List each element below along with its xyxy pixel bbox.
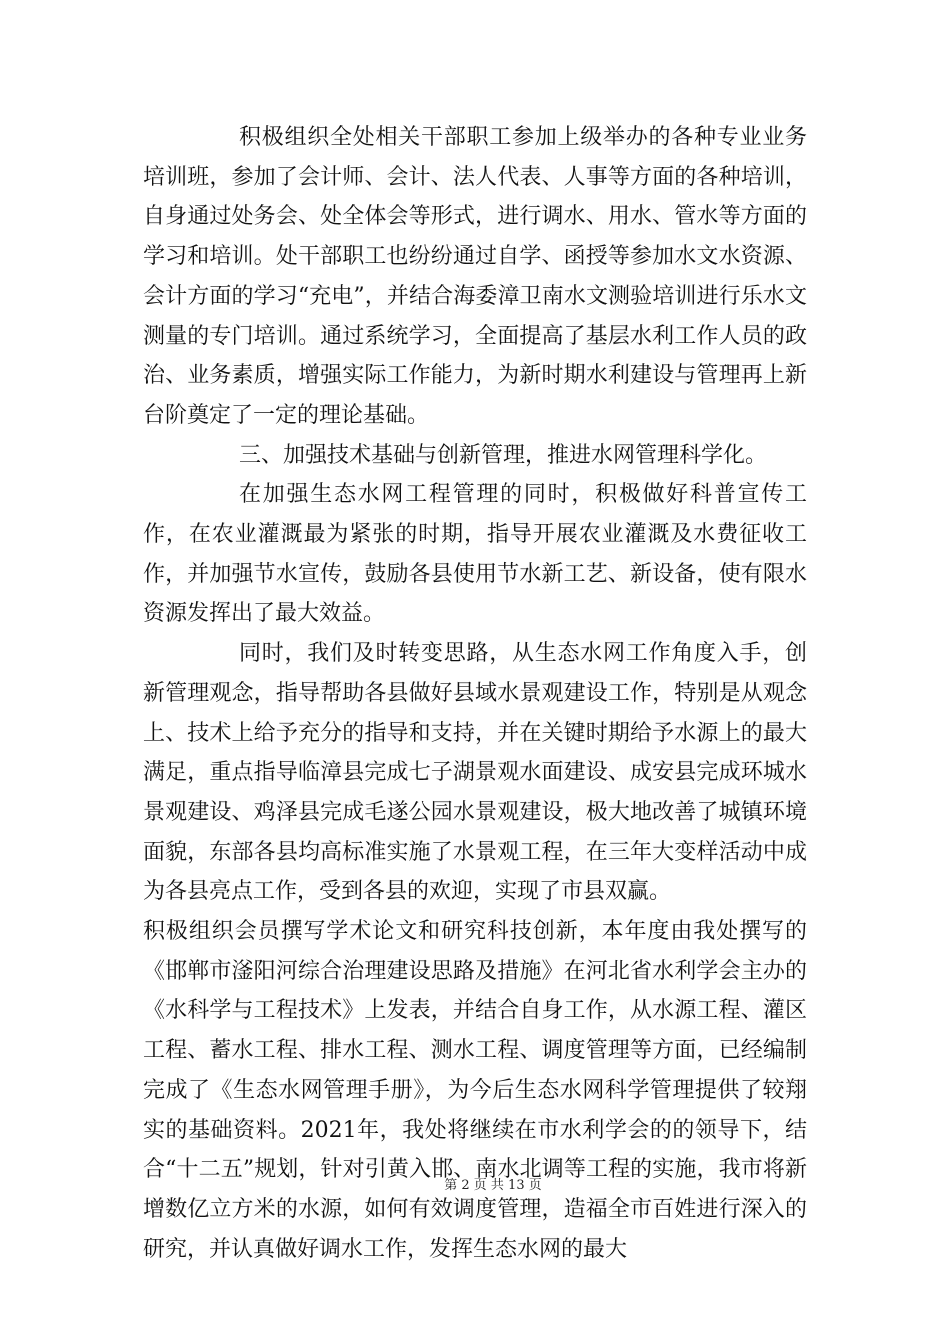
paragraph-publicity: 在加强生态水网工程管理的同时，积极做好科普宣传工作，在农业灌溉最为紧张的时期，指导开展农业灌溉及水费征收工作，并加强节水宣传，鼓励各县使用节水新工艺、新设备，使有限水资源发挥出了最大效益。 — [143, 482, 807, 627]
paragraph-innovation: 同时，我们及时转变思路，从生态水网工作角度入手，创新管理观念，指导帮助各县做好县域水景观建设工作，特别是从观念上、技术上给予充分的指导和支持，并在关键时期给予水源上的最大满足，重点指导临漳县完成七子湖景观水面建设、成安县完成环城水景观建设、鸡泽县完成毛遂公园水景观建设，极大地改善了城镇环境面貌，东部各县均高标准实施了水景观工程，在三年大变样活动中成为各县亮点工作，受到各县的欢迎，实现了市县双赢。 — [143, 641, 807, 905]
paragraph-training: 积极组织全处相关干部职工参加上级举办的各种专业业务培训班，参加了会计师、会计、法人代表、人事等方面的各种培训，自身通过处务会、处全体会等形式，进行调水、用水、管水等方面的学习和培训。处干部职工也纷纷通过自学、函授等参加水文水资源、会计方面的学习“充电”，并结合海委漳卫南水文测验培训进行乐水文测量的专门培训。通过系统学习，全面提高了基层水利工作人员的政治、业务素质，增强实际工作能力，为新时期水利建设与管理再上新台阶奠定了一定的理论基础。 — [143, 125, 807, 428]
document-body — [143, 118, 807, 1269]
page-number-footer: 第 2 页 共 13 页 — [444, 1178, 542, 1193]
section-heading-3: 三、加强技术基础与创新管理，推进水网管理科学化。 — [239, 442, 768, 468]
paragraph-research: 积极组织会员撰写学术论文和研究科技创新，本年度由我处撰写的《邯郸市滏阳河综合治理建设思路及措施》在河北省水利学会主办的《水科学与工程技术》上发表，并结合自身工作，从水源工程、灌区工程、蓄水工程、排水工程、测水工程、调度管理等方面，已经编制完成了《生态水网管理手册》，为今后生态水网科学管理提供了较翔实的基础资料。2021年，我处将继续在市水利学会的的领导下，结合“十二五”规划，针对引黄入邯、南水北调等工程的实施，我市将新增数亿立方米的水源，如何有效调度管理，造福全市百姓进行深入的研究，并认真做好调水工作，发挥生态水网的最大 — [143, 919, 807, 1262]
